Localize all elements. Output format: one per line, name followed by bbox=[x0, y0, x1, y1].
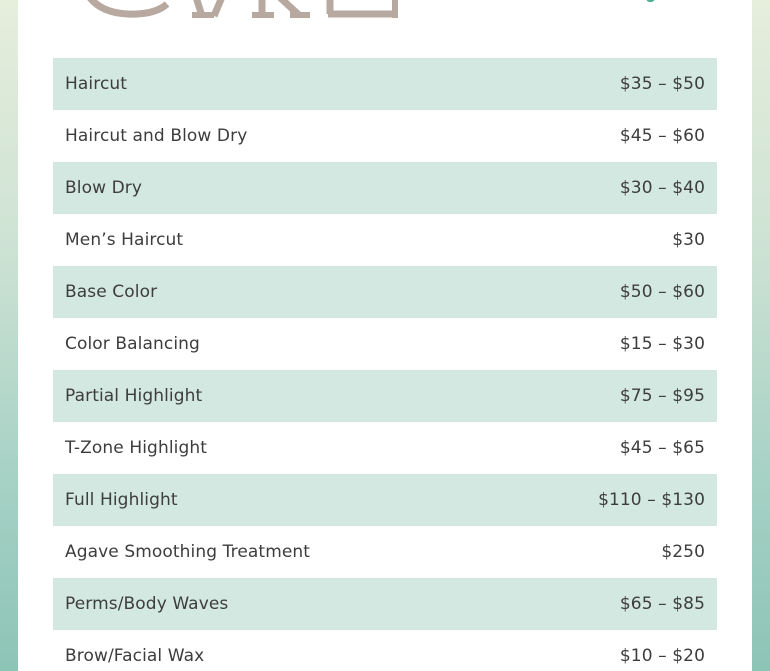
service-row bbox=[53, 318, 717, 370]
service-name: Perms/Body Waves bbox=[65, 594, 229, 614]
service-row bbox=[53, 214, 717, 266]
service-row bbox=[53, 474, 717, 526]
service-price: $30 bbox=[672, 230, 705, 250]
service-price: $75 – $95 bbox=[619, 386, 705, 406]
service-row bbox=[53, 266, 717, 318]
service-price: $110 – $130 bbox=[598, 490, 705, 510]
service-price: $65 – $85 bbox=[619, 594, 705, 614]
service-price-list bbox=[53, 58, 717, 671]
service-row bbox=[53, 630, 717, 671]
service-price: $15 – $30 bbox=[619, 334, 705, 354]
service-price: $35 – $50 bbox=[619, 74, 705, 94]
service-row bbox=[53, 370, 717, 422]
service-price: $45 – $60 bbox=[619, 126, 705, 146]
service-name: Haircut bbox=[65, 74, 128, 94]
price-card bbox=[18, 0, 752, 671]
service-name: Blow Dry bbox=[65, 178, 143, 198]
logo-letterform-graphic bbox=[62, 0, 402, 18]
service-row bbox=[53, 422, 717, 474]
service-price: $250 bbox=[661, 542, 705, 562]
service-name: Base Color bbox=[65, 282, 158, 302]
service-name: Partial Highlight bbox=[65, 386, 203, 406]
service-name: Brow/Facial Wax bbox=[65, 646, 205, 666]
service-name: Haircut and Blow Dry bbox=[65, 126, 248, 146]
service-price: $10 – $20 bbox=[619, 646, 705, 666]
service-name: Full Highlight bbox=[65, 490, 178, 510]
service-row bbox=[53, 58, 717, 110]
service-name: Men’s Haircut bbox=[65, 230, 184, 250]
service-row bbox=[53, 578, 717, 630]
logo-accent-dot bbox=[646, 0, 655, 2]
service-price: $50 – $60 bbox=[619, 282, 705, 302]
logo bbox=[62, 0, 402, 18]
service-price: $30 – $40 bbox=[619, 178, 705, 198]
service-name: Color Balancing bbox=[65, 334, 200, 354]
service-price: $45 – $65 bbox=[619, 438, 705, 458]
service-row bbox=[53, 162, 717, 214]
service-name: Agave Smoothing Treatment bbox=[65, 542, 311, 562]
service-row bbox=[53, 526, 717, 578]
service-name: T-Zone Highlight bbox=[65, 438, 207, 458]
service-row bbox=[53, 110, 717, 162]
